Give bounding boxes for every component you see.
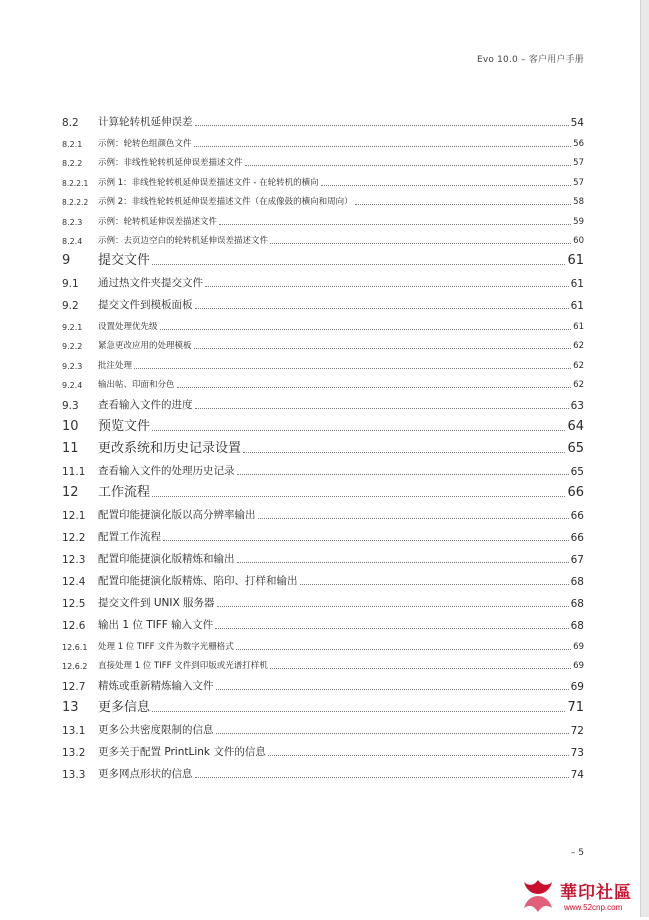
toc-entry-number: 9.2.2 [62,342,83,351]
toc-entry[interactable] [62,672,584,694]
toc-dot-leader [237,473,569,475]
watermark-url: www.52cnp.com [564,903,623,912]
toc-dot-leader [270,667,571,669]
toc-entry-title: 输出 1 位 TIFF 输入文件 [98,619,214,631]
toc-dot-leader [270,242,571,244]
toc-entry[interactable] [62,228,584,248]
toc-entry-page: 73 [570,747,584,759]
toc-entry[interactable] [62,760,584,782]
watermark-logo [518,876,649,917]
toc-dot-leader [268,754,569,756]
toc-entry-number: 9 [62,253,71,268]
toc-entry-title: 更多公共密度限制的信息 [98,724,214,736]
toc-dot-leader [195,407,569,409]
toc-entry[interactable] [62,716,584,738]
toc-entry-number: 8.2 [62,117,79,129]
page-number: – 5 [570,848,584,858]
toc-entry[interactable] [62,653,584,673]
toc-entry-page: 62 [573,360,584,371]
toc-entry-title: 配置印能捷演化版以高分辨率输出 [98,509,256,521]
toc-dot-leader [237,561,569,563]
toc-dot-leader [195,776,569,778]
toc-entry-title: 计算轮转机延伸误差 [98,116,193,128]
toc-entry-number: 9.2.1 [62,322,83,332]
toc-entry[interactable] [62,313,584,333]
toc-entry-page: 69 [570,681,584,693]
toc-entry-title: 示例 1：非线性轮转机延伸误差描述文件 - 在轮转机的横向 [98,177,319,188]
toc-entry[interactable] [62,108,584,130]
watermark-brand: 華印社區 [560,883,632,903]
toc-dot-leader [216,688,569,690]
toc-entry-number: 9.3 [62,400,79,412]
toc-entry-page: 60 [573,236,584,246]
toc-entry[interactable] [62,189,584,209]
toc-entry-title: 紧急更改应用的处理模板 [98,341,192,351]
toc-entry[interactable] [62,567,584,589]
toc-entry[interactable] [62,333,584,353]
toc-entry-page: 62 [573,341,584,351]
toc-entry-page: 61 [570,300,584,312]
toc-entry-page: 57 [573,177,584,188]
toc-entry-number: 11.1 [62,466,86,478]
toc-entry-page: 71 [567,700,584,715]
toc-entry-page: 68 [570,620,584,632]
toc-entry-title: 直接处理 1 位 TIFF 文件到印版或光谱打样机 [98,661,268,671]
toc-entry-title: 更改系统和历史记录设置 [98,441,242,456]
toc-dot-leader [321,184,572,186]
watermark-emblem-icon [518,876,558,916]
toc-entry-page: 61 [573,321,584,332]
toc-entry-page: 65 [570,466,584,478]
toc-dot-leader [217,605,569,607]
toc-dot-leader [194,145,572,147]
toc-entry-page: 63 [570,400,584,412]
toc-entry[interactable] [62,413,584,435]
toc-entry[interactable] [62,435,584,457]
toc-dot-leader [245,164,572,166]
toc-entry-title: 批注处理 [98,360,133,371]
toc-entry[interactable] [62,633,584,653]
toc-entry-number: 11 [62,441,79,456]
toc-entry-title: 示例：轮转机延伸误差描述文件 [98,216,218,227]
toc-entry-number: 12.4 [62,576,86,588]
toc-entry-title: 示例：轮转色组颜色文件 [98,138,192,149]
toc-entry-page: 72 [570,725,584,737]
toc-dot-leader [236,648,571,650]
toc-entry[interactable] [62,479,584,501]
toc-entry-number: 12.6.1 [62,642,88,652]
toc-entry-number: 12.6.2 [62,662,88,671]
page-edge [640,0,649,917]
toc-entry-title: 提交文件 [98,253,151,268]
toc-dot-leader [152,263,565,265]
toc-entry-number: 12.6 [62,620,86,632]
toc-entry[interactable] [62,523,584,545]
toc-entry-page: 64 [567,419,584,434]
toc-entry-number: 12.5 [62,598,86,610]
toc-entry-number: 8.2.4 [62,237,83,246]
toc-dot-leader [195,124,569,126]
toc-entry[interactable] [62,372,584,392]
toc-entry[interactable] [62,611,584,633]
toc-entry-page: 62 [573,380,584,390]
toc-entry-page: 56 [573,138,584,149]
toc-entry-number: 12.1 [62,510,86,522]
toc-entry-title: 示例 2：非线性轮转机延伸误差描述文件（在成像鼓的横向和周向） [98,197,353,207]
toc-entry-title: 查看输入文件的处理历史记录 [98,465,235,477]
toc-entry-page: 59 [573,216,584,227]
toc-entry-number: 8.2.3 [62,217,83,227]
toc-entry-page: 61 [570,278,584,290]
toc-entry-title: 配置印能捷演化版精炼和输出 [98,553,235,565]
toc-entry-title: 工作流程 [98,485,151,500]
toc-entry[interactable] [62,391,584,413]
toc-entry-number: 9.1 [62,278,79,290]
toc-dot-leader [163,539,569,541]
toc-entry-page: 58 [573,197,584,207]
toc-dot-leader [355,203,572,205]
toc-entry-number: 8.2.2 [62,159,83,168]
toc-dot-leader [243,451,565,453]
toc-entry-number: 8.2.2.2 [62,198,89,207]
toc-entry-title: 配置工作流程 [98,531,161,543]
toc-entry-title: 更多信息 [98,700,151,715]
toc-entry[interactable] [62,738,584,760]
toc-entry-page: 61 [567,253,584,268]
toc-dot-leader [205,285,569,287]
toc-entry-title: 精炼或重新精炼输入文件 [98,680,214,692]
toc-entry-page: 54 [570,117,584,129]
toc-entry-number: 12.2 [62,532,86,544]
toc-entry-title: 提交文件到模板面板 [98,299,193,311]
toc-entry-title: 预览文件 [98,419,151,434]
toc-entry-page: 66 [567,485,584,500]
toc-entry-number: 10 [62,419,79,434]
toc-dot-leader [258,517,569,519]
toc-entry[interactable] [62,545,584,567]
toc-entry-number: 8.2.2.1 [62,178,89,188]
toc-entry-number: 9.2.4 [62,381,83,390]
toc-dot-leader [219,223,571,225]
toc-entry[interactable] [62,352,584,372]
toc-entry[interactable] [62,247,584,269]
toc-entry-page: 67 [570,554,584,566]
toc-dot-leader [152,495,565,497]
toc-entry-title: 查看输入文件的进度 [98,399,193,411]
toc-entry[interactable] [62,169,584,189]
toc-entry-number: 9.2 [62,300,79,312]
toc-dot-leader [152,710,565,712]
toc-entry-title: 处理 1 位 TIFF 文件为数字光栅格式 [98,641,234,652]
toc-entry-page: 66 [570,532,584,544]
toc-entry-number: 13.3 [62,769,86,781]
toc-entry-title: 输出帖、印面和分色 [98,380,175,390]
toc-entry-page: 65 [567,441,584,456]
toc-dot-leader [194,347,572,349]
toc-entry-number: 13.1 [62,725,86,737]
toc-entry-title: 示例：去页边空白的轮转机延伸误差描述文件 [98,236,269,246]
toc-entry-title: 设置处理优先级 [98,321,158,332]
toc-dot-leader [177,386,572,388]
toc-entry-title: 提交文件到 UNIX 服务器 [98,597,215,609]
toc-dot-leader [160,328,572,330]
toc-entry-title: 配置印能捷演化版精炼、陷印、打样和输出 [98,575,298,587]
toc-entry-page: 66 [570,510,584,522]
toc-entry-title: 通过热文件夹提交文件 [98,277,203,289]
toc-entry[interactable] [62,208,584,228]
toc-entry-page: 74 [570,769,584,781]
toc-entry-number: 12 [62,485,79,500]
running-header: Evo 10.0 – 客户用户手册 [476,55,584,65]
toc-entry[interactable] [62,150,584,170]
toc-entry[interactable] [62,457,584,479]
toc-dot-leader [152,429,565,431]
toc-entry-page: 69 [573,661,584,671]
toc-entry[interactable] [62,291,584,313]
toc-entry-number: 9.2.3 [62,361,83,371]
toc-entry-number: 13.2 [62,747,86,759]
toc-entry-page: 68 [570,598,584,610]
toc-entry-page: 57 [573,158,584,168]
toc-entry-title: 示例：非线性轮转机延伸误差描述文件 [98,158,243,168]
toc-dot-leader [216,732,569,734]
table-of-contents [62,108,584,782]
toc-dot-leader [195,307,569,309]
toc-entry[interactable] [62,501,584,523]
toc-entry-number: 12.3 [62,554,86,566]
toc-entry-title: 更多网点形状的信息 [98,768,193,780]
toc-entry[interactable] [62,589,584,611]
toc-entry[interactable] [62,269,584,291]
toc-entry-number: 12.7 [62,681,86,693]
toc-dot-leader [134,367,571,369]
toc-entry-page: 68 [570,576,584,588]
toc-dot-leader [300,583,569,585]
toc-entry-title: 更多关于配置 PrintLink 文件的信息 [98,746,266,758]
toc-dot-leader [215,627,569,629]
toc-entry-number: 8.2.1 [62,139,83,149]
toc-entry-number: 13 [62,700,79,715]
toc-entry[interactable] [62,130,584,150]
toc-entry[interactable] [62,694,584,716]
toc-entry-page: 69 [573,641,584,652]
